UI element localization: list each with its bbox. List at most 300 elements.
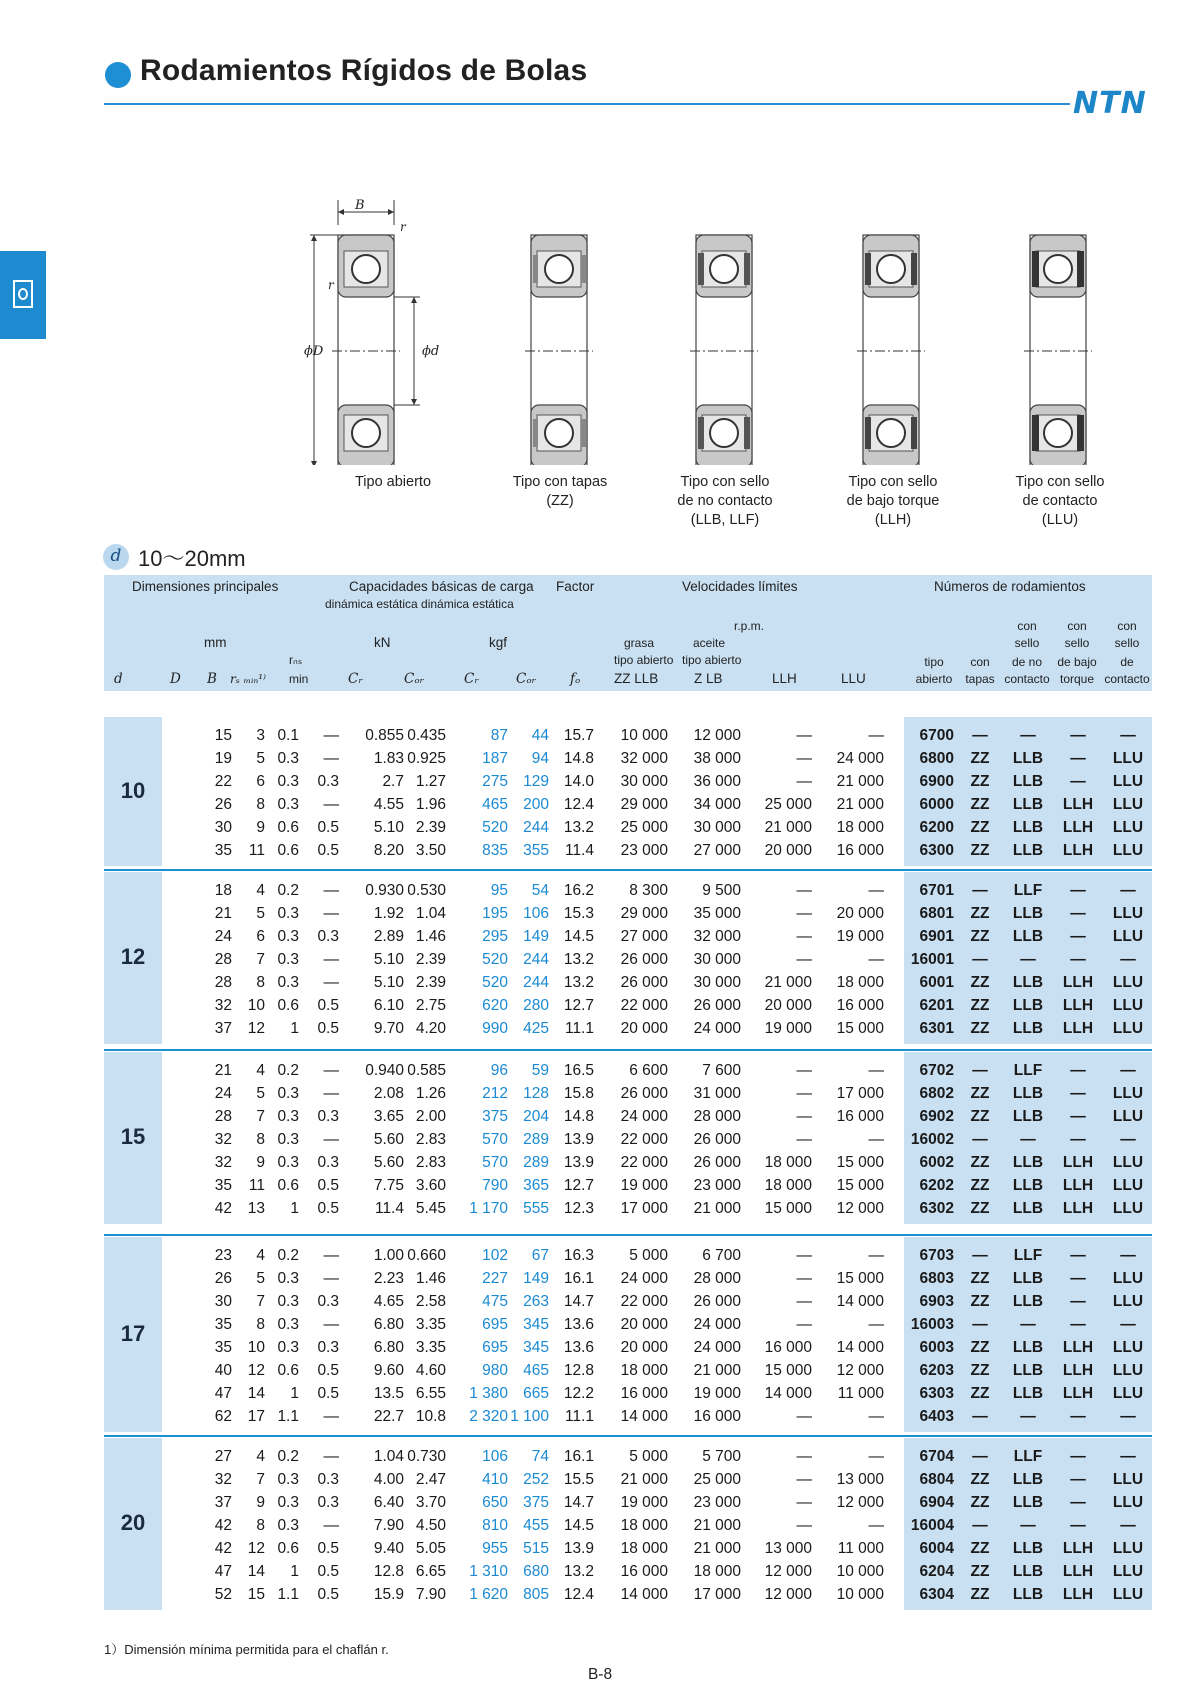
cell-cor-kn: 5.05	[415, 1540, 446, 1557]
cell-bearing-llh: —	[1070, 1270, 1086, 1287]
cell-D: 37	[214, 1020, 232, 1037]
cell-cor-kn: 2.83	[415, 1154, 446, 1171]
cell-speed-grease: 30 000	[620, 773, 668, 790]
cell-B: 14	[247, 1385, 265, 1402]
dim-r-label-outer: r	[400, 220, 406, 234]
cell-bearing-llb: LLF	[1013, 1062, 1043, 1079]
cell-bearing-llh: —	[1070, 1108, 1086, 1125]
cell-bearing-llb: —	[1020, 1408, 1036, 1425]
hdr-n-contacto4: contacto	[1104, 672, 1150, 686]
bore-diameter-label: 10	[120, 777, 146, 803]
cell-rns: 0.5	[317, 1200, 339, 1217]
cell-bearing-zz: —	[972, 1408, 988, 1425]
cell-bearing-llu: LLU	[1112, 1563, 1144, 1580]
cell-D: 52	[214, 1586, 232, 1603]
cell-speed-grease: 18 000	[620, 1540, 668, 1557]
cell-cr-kgf: 227	[482, 1270, 508, 1287]
cell-fo: 13.2	[563, 974, 594, 991]
cell-cr-kgf: 810	[482, 1517, 508, 1534]
cell-speed-grease: 26 000	[620, 951, 668, 968]
cell-bearing-open: 6403	[919, 1408, 954, 1425]
table-row	[104, 1445, 1152, 1468]
cell-bearing-zz: ZZ	[970, 1085, 990, 1102]
cell-speed-llh: 18 000	[764, 1154, 812, 1171]
cell-fo: 14.8	[563, 750, 594, 767]
cell-bearing-llh: LLH	[1062, 1200, 1094, 1217]
hdr-n-debajo: de bajo	[1057, 655, 1097, 669]
cell-speed-llu: 10 000	[836, 1563, 884, 1580]
cell-cor-kgf: 455	[523, 1517, 549, 1534]
cell-cr-kn: 11.4	[374, 1200, 404, 1217]
cell-fo: 12.2	[563, 1385, 594, 1402]
cell-fo: 13.9	[563, 1131, 594, 1148]
bore-group-10	[104, 717, 1152, 866]
cell-speed-llu: 21 000	[836, 773, 884, 790]
hdr-col-d: d	[114, 671, 123, 687]
cell-bearing-llu: LLU	[1112, 1540, 1144, 1557]
cell-B: 10	[247, 1339, 265, 1356]
cell-bearing-llu: LLU	[1112, 1339, 1144, 1356]
cell-bearing-llb: LLB	[1012, 1563, 1044, 1580]
cell-rns: 0.5	[317, 1563, 339, 1580]
group-separator	[104, 1435, 1152, 1437]
cell-D: 21	[214, 905, 232, 922]
cell-bearing-llu: —	[1120, 1247, 1136, 1264]
dim-D-label: ϕD	[304, 344, 324, 359]
cell-rs: 0.3	[277, 1494, 299, 1511]
cell-rs: 0.3	[277, 750, 299, 767]
cell-speed-grease: 17 000	[620, 1200, 668, 1217]
cell-bearing-llb: LLB	[1012, 905, 1044, 922]
cell-cor-kn: 6.55	[415, 1385, 446, 1402]
table-row	[104, 1313, 1152, 1336]
group-separator	[104, 869, 1152, 871]
cell-speed-grease: 18 000	[620, 1517, 668, 1534]
cell-D: 47	[214, 1385, 232, 1402]
cell-fo: 16.1	[563, 1448, 594, 1465]
cell-bearing-llb: LLB	[1012, 1270, 1044, 1287]
cell-speed-grease: 29 000	[620, 796, 668, 813]
hdr-n-abierto: abierto	[915, 672, 953, 686]
hdr-rns-top: rₙₛ	[289, 653, 303, 667]
cell-speed-llu: 11 000	[837, 1540, 884, 1557]
cell-cr-kn: 2.7	[382, 773, 404, 790]
hdr-col-fo: fₒ	[570, 671, 581, 687]
group-separator	[104, 1049, 1152, 1051]
table-row	[104, 879, 1152, 902]
cell-bearing-open: 6702	[919, 1062, 954, 1079]
table-row	[104, 948, 1152, 971]
cell-rns: —	[323, 727, 339, 744]
cell-bearing-open: 6800	[919, 750, 954, 767]
cell-speed-oil: 5 700	[702, 1448, 741, 1465]
cell-bearing-llb: —	[1020, 951, 1036, 968]
cell-cr-kgf: 95	[490, 882, 508, 899]
cell-cr-kgf: 102	[482, 1247, 508, 1264]
table-row	[104, 1560, 1152, 1583]
cell-rns: 0.5	[317, 1540, 339, 1557]
table-row	[104, 839, 1152, 862]
cell-rs: 0.2	[277, 1448, 299, 1465]
cell-speed-llh: —	[796, 750, 812, 767]
cell-rs: 0.6	[277, 1177, 299, 1194]
cell-bearing-zz: —	[972, 1316, 988, 1333]
cell-cor-kn: 2.75	[415, 997, 446, 1014]
cell-bearing-llh: —	[1070, 1448, 1086, 1465]
cell-rs: 1	[290, 1385, 299, 1402]
cell-fo: 16.1	[563, 1270, 594, 1287]
cell-D: 32	[214, 1154, 232, 1171]
cell-bearing-zz: ZZ	[970, 1339, 990, 1356]
cell-cor-kgf: 375	[523, 1494, 549, 1511]
cell-speed-grease: 19 000	[620, 1494, 668, 1511]
cell-fo: 13.6	[563, 1339, 594, 1356]
cell-bearing-zz: ZZ	[970, 1471, 990, 1488]
cell-bearing-zz: —	[972, 1247, 988, 1264]
hdr-col-D: D	[170, 671, 181, 687]
cell-cr-kgf: 475	[482, 1293, 508, 1310]
table-row	[104, 770, 1152, 793]
cell-cor-kn: 2.83	[415, 1131, 446, 1148]
cell-rs: 1.1	[277, 1586, 299, 1603]
cell-speed-llu: 21 000	[836, 796, 884, 813]
cell-speed-llu: 14 000	[836, 1293, 884, 1310]
cell-speed-oil: 24 000	[693, 1316, 741, 1333]
cell-cr-kgf: 570	[482, 1154, 508, 1171]
caption-zz	[485, 473, 635, 511]
hdr-tipo-abierto-2: tipo abierto	[682, 653, 742, 667]
cell-speed-grease: 10 000	[620, 727, 668, 744]
cell-bearing-llb: LLF	[1013, 1247, 1043, 1264]
cell-speed-llh: 20 000	[764, 997, 812, 1014]
cell-bearing-llu: LLU	[1112, 1385, 1144, 1402]
header-rule	[104, 103, 1070, 105]
cell-speed-oil: 26 000	[693, 1131, 741, 1148]
cell-speed-oil: 23 000	[693, 1494, 741, 1511]
cell-cor-kgf: 425	[523, 1020, 549, 1037]
caption-open	[318, 473, 468, 492]
cell-speed-grease: 5 000	[629, 1247, 668, 1264]
cell-cor-kgf: 805	[523, 1586, 549, 1603]
caption-llb-line3: (LLB, LLF)	[690, 512, 760, 528]
cell-bearing-llu: LLU	[1112, 905, 1144, 922]
table-row	[104, 1514, 1152, 1537]
cell-cor-kn: 0.530	[407, 882, 446, 899]
cell-speed-llu: 15 000	[836, 1270, 884, 1287]
table-row	[104, 1105, 1152, 1128]
cell-rs: 0.6	[277, 997, 299, 1014]
cell-bearing-llu: LLU	[1112, 1270, 1144, 1287]
cell-bearing-zz: ZZ	[970, 928, 990, 945]
cell-cor-kn: 2.39	[415, 819, 446, 836]
cell-cr-kgf: 1 170	[469, 1200, 508, 1217]
bearing-zz-type	[525, 235, 593, 465]
cell-bearing-open: 6704	[919, 1448, 954, 1465]
table-row	[104, 1267, 1152, 1290]
cell-B: 7	[256, 1108, 265, 1125]
cell-bearing-open: 6703	[919, 1247, 954, 1264]
cell-rs: 0.6	[277, 1540, 299, 1557]
cell-fo: 12.7	[563, 1177, 594, 1194]
cell-B: 4	[256, 882, 265, 899]
cell-cr-kn: 1.00	[373, 1247, 404, 1264]
cell-speed-llu: —	[868, 1408, 884, 1425]
table-row	[104, 1583, 1152, 1606]
cell-B: 9	[256, 819, 265, 836]
cell-bearing-zz: ZZ	[970, 1200, 990, 1217]
dim-r-label-inner: r	[328, 278, 334, 292]
cell-cr-kn: 0.855	[365, 727, 404, 744]
cell-bearing-llh: —	[1070, 727, 1086, 744]
cell-speed-llu: 16 000	[836, 1108, 884, 1125]
cell-bearing-zz: ZZ	[970, 1177, 990, 1194]
cell-bearing-zz: ZZ	[970, 905, 990, 922]
cell-speed-llh: 25 000	[764, 796, 812, 813]
cell-speed-llu: 20 000	[836, 905, 884, 922]
cell-cr-kgf: 465	[482, 796, 508, 813]
cell-cor-kgf: 106	[523, 905, 549, 922]
cell-speed-grease: 16 000	[620, 1563, 668, 1580]
cell-bearing-llh: —	[1070, 1062, 1086, 1079]
cell-speed-oil: 17 000	[693, 1586, 741, 1603]
cell-bearing-llb: —	[1020, 1316, 1036, 1333]
hdr-col-llh: LLH	[772, 671, 797, 686]
cell-bearing-llu: LLU	[1112, 1085, 1144, 1102]
cell-cor-kgf: 345	[523, 1339, 549, 1356]
caption-llh-line2: de bajo torque	[846, 493, 940, 509]
cell-speed-oil: 31 000	[693, 1085, 741, 1102]
cell-rns: 0.5	[317, 1020, 339, 1037]
cell-cor-kn: 0.585	[407, 1062, 446, 1079]
cell-fo: 14.7	[563, 1293, 594, 1310]
cell-speed-llh: —	[796, 951, 812, 968]
cell-speed-grease: 21 000	[620, 1471, 668, 1488]
cell-bearing-llu: —	[1120, 1408, 1136, 1425]
cell-bearing-llb: LLB	[1012, 1085, 1044, 1102]
cell-cr-kn: 5.60	[373, 1154, 404, 1171]
cell-bearing-llh: —	[1070, 1131, 1086, 1148]
cell-cor-kn: 1.96	[415, 796, 446, 813]
cell-cr-kgf: 650	[482, 1494, 508, 1511]
cell-rns: —	[323, 974, 339, 991]
cell-speed-llh: —	[796, 1494, 812, 1511]
hdr-col-llu: LLU	[841, 671, 866, 686]
cell-rns: 0.3	[317, 1494, 339, 1511]
cell-bearing-llh: —	[1070, 1408, 1086, 1425]
cell-bearing-llh: —	[1070, 1494, 1086, 1511]
bore-group-15	[104, 1052, 1152, 1224]
hdr-col-zz-llb: ZZ LLB	[614, 671, 659, 686]
cell-bearing-llb: —	[1020, 1131, 1036, 1148]
hdr-n-tapas: tapas	[965, 672, 995, 686]
cell-cor-kgf: 244	[523, 951, 549, 968]
cell-speed-grease: 14 000	[620, 1408, 668, 1425]
cell-cr-kn: 3.65	[373, 1108, 404, 1125]
bore-diameter-label: 15	[120, 1124, 146, 1149]
cell-cor-kgf: 74	[531, 1448, 549, 1465]
cell-B: 11	[248, 1177, 265, 1194]
cell-speed-llh: 19 000	[764, 1020, 812, 1037]
cell-speed-llu: —	[868, 1062, 884, 1079]
cell-speed-llh: 18 000	[764, 1177, 812, 1194]
cell-cor-kn: 4.20	[415, 1020, 446, 1037]
cell-rns: 0.3	[317, 1471, 339, 1488]
cell-rns: —	[323, 951, 339, 968]
cell-rns: —	[323, 796, 339, 813]
cell-bearing-llh: —	[1070, 750, 1086, 767]
cell-cr-kn: 1.92	[373, 905, 404, 922]
cell-bearing-zz: ZZ	[970, 750, 990, 767]
cell-speed-grease: 22 000	[620, 1154, 668, 1171]
cell-speed-oil: 28 000	[693, 1108, 741, 1125]
cell-speed-llh: —	[796, 1247, 812, 1264]
cell-speed-llh: 15 000	[764, 1200, 812, 1217]
cell-rs: 0.3	[277, 1085, 299, 1102]
cell-speed-llh: 21 000	[764, 819, 812, 836]
cell-speed-oil: 23 000	[693, 1177, 741, 1194]
cell-cor-kn: 2.47	[415, 1471, 446, 1488]
cell-D: 62	[214, 1408, 232, 1425]
cell-rns: —	[323, 1448, 339, 1465]
cell-rns: 0.5	[317, 842, 339, 859]
cell-B: 8	[256, 1131, 265, 1148]
cell-cr-kgf: 106	[482, 1448, 508, 1465]
cell-rns: 0.3	[317, 773, 339, 790]
cell-cor-kgf: 365	[523, 1177, 549, 1194]
cell-cr-kn: 13.5	[373, 1385, 404, 1402]
cell-cr-kgf: 96	[490, 1062, 508, 1079]
cell-speed-llh: —	[796, 1448, 812, 1465]
cell-speed-llu: 12 000	[836, 1494, 884, 1511]
cell-bearing-llu: LLU	[1112, 1494, 1144, 1511]
cell-speed-llu: 10 000	[836, 1586, 884, 1603]
cell-rns: 0.3	[317, 1293, 339, 1310]
cell-cor-kn: 5.45	[415, 1200, 446, 1217]
cell-speed-grease: 19 000	[620, 1177, 668, 1194]
cell-rns: —	[323, 1270, 339, 1287]
cell-rs: 0.3	[277, 1108, 299, 1125]
cell-D: 32	[214, 1471, 232, 1488]
cell-bearing-zz: ZZ	[970, 1293, 990, 1310]
cell-rs: 0.3	[277, 905, 299, 922]
cell-rns: —	[323, 1517, 339, 1534]
cell-speed-grease: 20 000	[620, 1339, 668, 1356]
cell-speed-oil: 26 000	[693, 1154, 741, 1171]
table-row	[104, 1174, 1152, 1197]
hdr-col-B: B	[207, 671, 217, 687]
cell-speed-oil: 38 000	[693, 750, 741, 767]
cell-cor-kn: 2.39	[415, 951, 446, 968]
cell-speed-oil: 9 500	[702, 882, 741, 899]
cell-speed-oil: 12 000	[693, 727, 741, 744]
cell-cr-kn: 9.70	[373, 1020, 404, 1037]
cell-bearing-open: 6200	[919, 819, 954, 836]
cell-B: 7	[256, 1293, 265, 1310]
cell-rns: —	[323, 1131, 339, 1148]
cell-bearing-open: 6804	[919, 1471, 954, 1488]
cell-cor-kgf: 263	[523, 1293, 549, 1310]
cell-cor-kgf: 289	[523, 1154, 549, 1171]
cell-speed-llh: 13 000	[764, 1540, 812, 1557]
cell-rs: 0.3	[277, 974, 299, 991]
cell-bearing-open: 6802	[919, 1085, 954, 1102]
cell-D: 30	[214, 1293, 232, 1310]
cell-B: 12	[247, 1540, 265, 1557]
cell-fo: 16.5	[563, 1062, 594, 1079]
caption-llu-line1: Tipo con sello	[1015, 474, 1105, 490]
cell-speed-llh: —	[796, 905, 812, 922]
table-row	[104, 1197, 1152, 1220]
cell-bearing-open: 6900	[919, 773, 954, 790]
cell-bearing-llh: —	[1070, 1293, 1086, 1310]
cell-bearing-llu: —	[1120, 951, 1136, 968]
cell-rs: 0.6	[277, 842, 299, 859]
cell-rns: 0.5	[317, 997, 339, 1014]
cell-speed-oil: 27 000	[693, 842, 741, 859]
cell-bearing-llb: LLF	[1013, 1448, 1043, 1465]
cell-bearing-llb: LLB	[1012, 1020, 1044, 1037]
cell-cor-kn: 2.00	[415, 1108, 446, 1125]
cell-rns: —	[323, 1247, 339, 1264]
cell-D: 35	[214, 1339, 232, 1356]
hdr-n-con4: con	[1117, 619, 1137, 633]
cell-cor-kgf: 680	[523, 1563, 549, 1580]
cell-cor-kn: 1.46	[415, 928, 446, 945]
cell-cor-kn: 1.04	[415, 905, 446, 922]
cell-speed-grease: 22 000	[620, 1293, 668, 1310]
hdr-n-tipo: tipo	[924, 655, 944, 669]
cell-bearing-llb: —	[1020, 1517, 1036, 1534]
bore-diameter-label: 17	[120, 1320, 146, 1346]
cell-speed-grease: 6 600	[629, 1062, 668, 1079]
cell-speed-grease: 32 000	[620, 750, 668, 767]
cell-speed-llh: —	[796, 1062, 812, 1079]
cell-cor-kn: 3.35	[415, 1316, 446, 1333]
cell-cor-kgf: 54	[531, 882, 549, 899]
cell-speed-llu: 15 000	[836, 1177, 884, 1194]
cell-cor-kn: 0.730	[407, 1448, 446, 1465]
bore-symbol-badge: d	[103, 544, 129, 570]
cell-speed-oil: 28 000	[693, 1270, 741, 1287]
cell-bearing-llh: LLH	[1062, 842, 1094, 859]
cell-cor-kgf: 200	[523, 796, 549, 813]
cell-cr-kgf: 620	[482, 997, 508, 1014]
cell-cr-kgf: 695	[482, 1316, 508, 1333]
hdr-col-cor: Cₒᵣ	[404, 671, 425, 687]
cell-cor-kgf: 289	[523, 1131, 549, 1148]
cell-speed-grease: 5 000	[629, 1448, 668, 1465]
cell-cr-kgf: 1 380	[469, 1385, 508, 1402]
cell-bearing-llh: LLH	[1062, 1339, 1094, 1356]
bore-group-12	[104, 872, 1152, 1044]
bearing-diagrams	[300, 195, 1150, 465]
cell-B: 5	[256, 905, 265, 922]
cell-cor-kgf: 129	[523, 773, 549, 790]
cell-cr-kn: 5.10	[373, 819, 404, 836]
cell-bearing-open: 6304	[919, 1586, 954, 1603]
caption-llu-line2: de contacto	[1022, 493, 1098, 509]
cell-fo: 14.8	[563, 1108, 594, 1125]
hdr-n-con2: con	[1017, 619, 1037, 633]
bearing-open-type	[310, 200, 420, 465]
cell-B: 12	[247, 1362, 265, 1379]
cell-bearing-llu: LLU	[1112, 1200, 1144, 1217]
cell-rs: 0.6	[277, 819, 299, 836]
page-number: B-8	[587, 1666, 613, 1683]
cell-bearing-open: 6902	[919, 1108, 954, 1125]
cell-B: 8	[256, 974, 265, 991]
cell-rns: —	[323, 882, 339, 899]
